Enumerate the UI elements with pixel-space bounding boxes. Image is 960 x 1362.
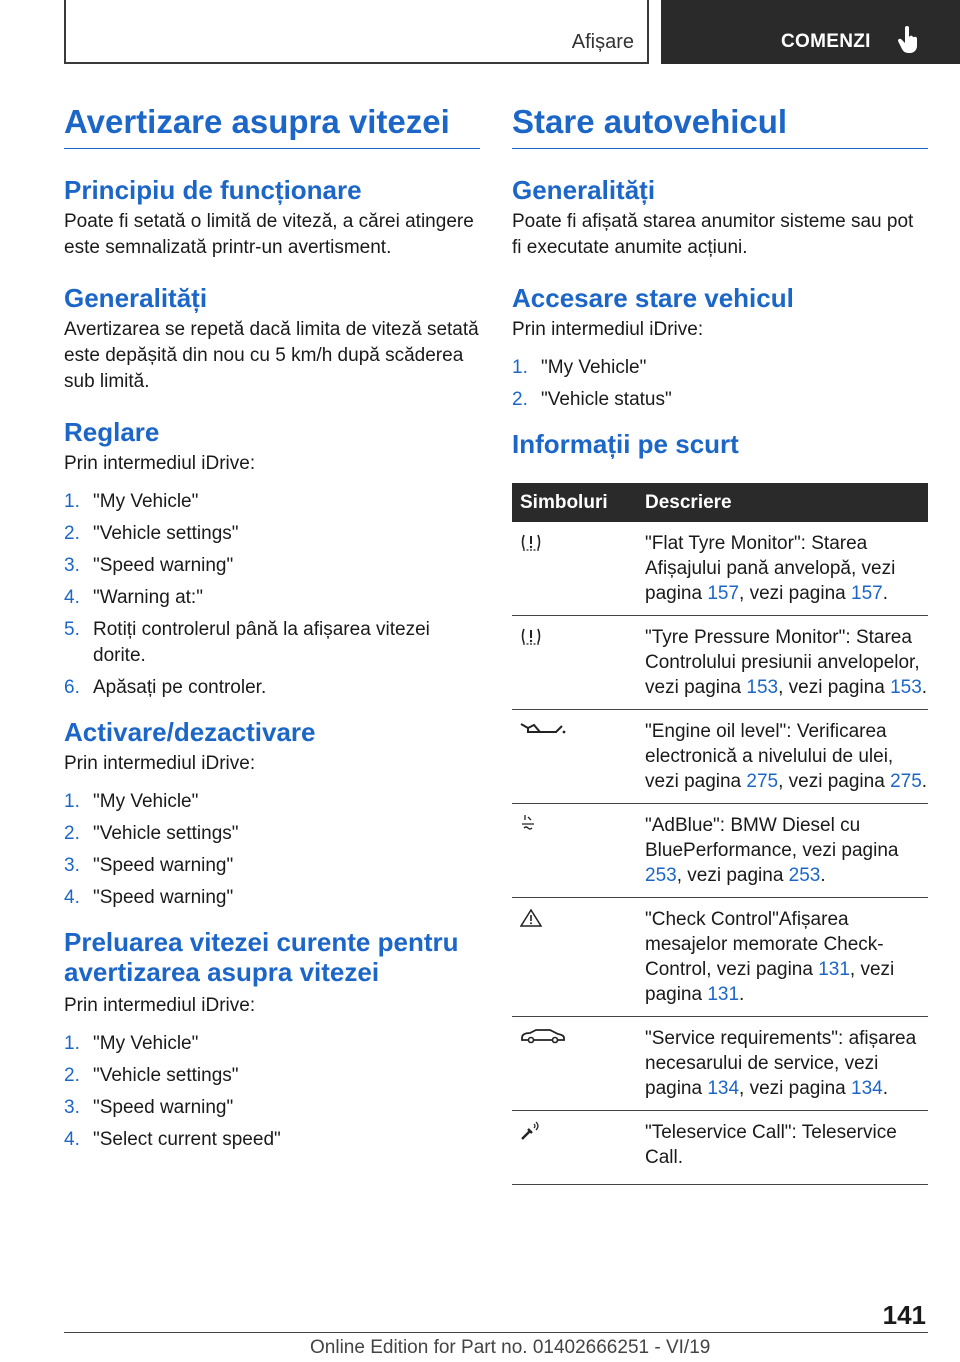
right-s2-heading: Accesare stare vehicul: [512, 283, 794, 313]
adblue-icon: [520, 814, 536, 832]
page-link[interactable]: 131: [818, 959, 850, 980]
left-s4-heading: Activare/dezactivare: [64, 717, 316, 747]
table-cell-description: "Flat Tyre Monitor": Starea Afișajului pană anvelopă, vezi pagina 157, vezi pagina 157.: [635, 522, 928, 616]
hand-pointer-icon: [897, 26, 919, 54]
table-cell-description: "Teleservice Call": Teleservice Call.: [635, 1111, 928, 1185]
page-link[interactable]: 275: [890, 771, 922, 792]
right-s2-steps: [512, 355, 928, 413]
table-cell-description: "Service requirements": afișarea necesarului de service, vezi pagina 134, vezi pagina 134.: [635, 1017, 928, 1111]
service-car-icon: [520, 1027, 566, 1045]
page-link[interactable]: 157: [707, 583, 740, 604]
table-header-row: [512, 483, 928, 522]
list-item: 2. "Vehicle status": [512, 389, 672, 410]
left-column: [64, 100, 480, 1159]
left-s3-heading: Reglare: [64, 417, 160, 447]
page-link[interactable]: 153: [890, 677, 922, 698]
left-s3-steps: [64, 489, 480, 701]
footer-edition: Online Edition for Part no. 01402666251 - VI/19: [310, 1337, 711, 1358]
list-item: 3. "Speed warning": [64, 555, 234, 576]
table-header-symbols: Simboluri: [512, 483, 635, 522]
page-link[interactable]: 153: [746, 677, 779, 698]
list-item: 1. "My Vehicle": [64, 1033, 199, 1054]
header-tab-label: COMENZI: [781, 31, 871, 52]
list-item: 2. "Vehicle settings": [64, 1065, 239, 1086]
left-s1-text: Poate fi setată o limită de viteză, a cărei atingere este semnalizată printr-un avertisment.: [64, 211, 474, 258]
table-row: [512, 522, 928, 616]
list-item: 3. "Speed warning": [64, 855, 234, 876]
page-link[interactable]: 253: [645, 865, 677, 886]
list-item: 3. "Speed warning": [64, 1097, 234, 1118]
list-item: 2. "Vehicle settings": [64, 523, 239, 544]
table-row: [512, 616, 928, 710]
right-title: Stare autovehicul: [512, 100, 928, 149]
left-s5-steps: [64, 1031, 480, 1153]
left-s3-intro: Prin intermediul iDrive:: [64, 453, 256, 474]
table-row: [512, 804, 928, 898]
page-link[interactable]: 157: [851, 583, 883, 604]
right-s3-heading: Informații pe scurt: [512, 429, 739, 459]
left-s5-intro: Prin intermediul iDrive:: [64, 995, 256, 1016]
table-row: [512, 710, 928, 804]
warning-triangle-icon: [520, 908, 542, 928]
list-item: 4. "Speed warning": [64, 887, 234, 908]
right-s1-text: Poate fi afișată starea anumitor sisteme sau pot fi executate anumite acțiuni.: [512, 211, 914, 258]
header-tab-comenzi[interactable]: [661, 0, 960, 64]
teleservice-wrench-icon: [520, 1121, 542, 1141]
left-s5-heading: Preluarea vitezei curente pentru avertizarea asupra vitezei: [64, 927, 459, 987]
header-section-box: [64, 0, 649, 64]
left-title: Avertizare asupra vitezei: [64, 100, 480, 149]
list-item: 1. "My Vehicle": [512, 357, 647, 378]
list-item: 6. Apăsați pe controler.: [64, 677, 267, 698]
right-s2-intro: Prin intermediul iDrive:: [512, 319, 704, 340]
oil-can-icon: [520, 720, 566, 738]
list-item: 5. Rotiți controlerul până la afișarea vitezei dorite.: [64, 619, 430, 666]
table-header-description: Descriere: [635, 483, 928, 522]
symbols-table: [512, 483, 928, 1185]
header-section-label: Afișare: [571, 31, 634, 53]
list-item: 1. "My Vehicle": [64, 491, 199, 512]
tyre-pressure-icon: [520, 626, 542, 646]
table-cell-description: "AdBlue": BMW Diesel cu BluePerformance, vezi pagina 253, vezi pagina 253.: [635, 804, 928, 898]
table-row: [512, 898, 928, 1017]
left-s4-steps: [64, 789, 480, 911]
page-number: 141: [882, 1300, 926, 1330]
table-cell-description: "Tyre Pressure Monitor": Starea Controlului presiunii anvelopelor, vezi pagina 153, vezi pagina 153.: [635, 616, 928, 710]
list-item: 4. "Warning at:": [64, 587, 203, 608]
list-item: 1. "My Vehicle": [64, 791, 199, 812]
page-link[interactable]: 275: [746, 771, 779, 792]
right-column: [512, 100, 928, 1185]
list-item: 2. "Vehicle settings": [64, 823, 239, 844]
table-cell-description: "Engine oil level": Verificarea electronică a nivelului de ulei, vezi pagina 275, vezi pagina 275.: [635, 710, 928, 804]
page-link[interactable]: 134: [707, 1078, 740, 1099]
page-link[interactable]: 134: [851, 1078, 883, 1099]
page-link[interactable]: 253: [788, 865, 821, 886]
list-item: 4. "Select current speed": [64, 1129, 281, 1150]
right-s1-heading: Generalități: [512, 175, 656, 205]
left-s2-heading: Generalități: [64, 283, 208, 313]
table-cell-description: "Check Control"Afișarea mesajelor memorate Check-Control, vezi pagina 131, vezi pagina 131.: [635, 898, 928, 1017]
footer-divider: [64, 1332, 928, 1333]
left-s4-intro: Prin intermediul iDrive:: [64, 753, 256, 774]
left-s2-text: Avertizarea se repetă dacă limita de viteză setată este depășită din nou cu 5 km/h după scăderea sub limită.: [64, 319, 479, 392]
page-link[interactable]: 131: [707, 984, 740, 1005]
table-row: [512, 1017, 928, 1111]
left-s1-heading: Principiu de funcționare: [64, 175, 362, 205]
table-row: [512, 1111, 928, 1185]
tyre-warning-icon: [520, 532, 542, 552]
